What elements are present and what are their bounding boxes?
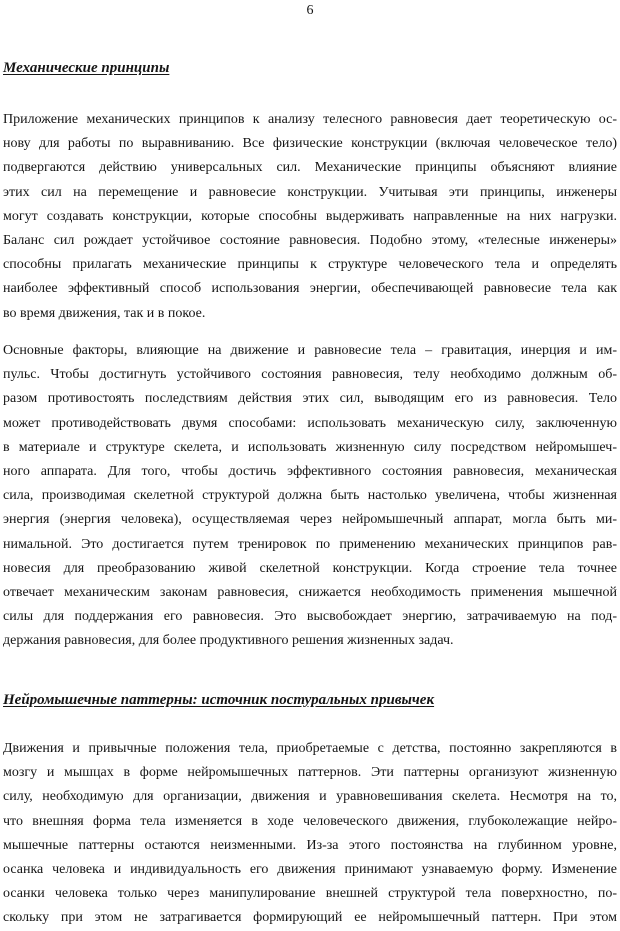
text-line: мозгу и мышцах в форме нейромышечных паттернов. Эти паттерны организуют жизненную bbox=[3, 765, 617, 781]
text-line: во время движения, так и в покое. bbox=[3, 305, 206, 321]
text-line: скольку при этом не затрагивается формирующий ее нейромышечный паттерн. При этом bbox=[3, 910, 617, 926]
text-line: осанка человека и индивидуальность его движения принимают узнаваемую форму. Изменение bbox=[3, 862, 617, 878]
text-line: сила, производимая скелетной структурой должна быть настолько увеличена, чтобы жизненная bbox=[3, 488, 617, 504]
text-line: подвергаются действию универсальных сил. Механические принципы объясняют влияние bbox=[3, 160, 617, 176]
text-line: Движения и привычные положения тела, приобретаемые с детства, постоянно закрепляются в bbox=[3, 741, 617, 756]
paragraph-mechanical-principles bbox=[3, 108, 617, 326]
text-line: наиболее эффективный способ использования энергии, обеспечивающей равновесие тела как bbox=[3, 281, 617, 297]
text-line: Приложение механических принципов к анализу телесного равновесия дает теоретическую ос- bbox=[3, 112, 617, 127]
text-line: может противодействовать двумя способами: использовать механическую силу, заключенную bbox=[3, 415, 617, 431]
text-line: могут создавать конструкции, которые способны выдерживать направленные на них нагрузки. bbox=[3, 208, 617, 224]
text-line: нову для работы по выравниванию. Все физические конструкции (включая человеческое тело) bbox=[3, 136, 617, 152]
text-line: что внешняя форма тела изменяется в ходе человеческого движения, глубоколежащие нейро- bbox=[3, 813, 617, 829]
text-line: силу, необходимую для организации, движения и уравновешивания скелета. Несмотря на то, bbox=[3, 789, 617, 805]
section-heading-neuromuscular-patterns: Нейромышечные паттерны: источник постуральных привычек bbox=[3, 692, 435, 708]
text-line: энергия (энергия человека), осуществляемая через нейромышечный аппарат, могла быть ми- bbox=[3, 512, 617, 528]
text-line: держания равновесия, для более продуктивного решения жизненных задач. bbox=[3, 633, 454, 649]
text-line: отвечает механическим законам равновесия, снижается необходимость применения мышечной bbox=[3, 585, 617, 601]
text-line: этих сил на перемещение и равновесие конструкции. Учитывая эти принципы, инженеры bbox=[3, 184, 617, 200]
text-line: осанки человека только через манипулирование внешней структурой тела поверхностно, по- bbox=[3, 886, 617, 902]
paragraph-neuromuscular-patterns bbox=[3, 737, 617, 931]
text-line: в материале и структуре скелета, и использовать жизненную силу посредством нейромышеч- bbox=[3, 439, 617, 455]
text-line: пульс. Чтобы достигнуть устойчивого состояния равновесия, телу необходимо должным об- bbox=[3, 367, 617, 383]
text-line: мышечные паттерны остаются неизменными. Из-за этого постоянства на глубинном уровне, bbox=[3, 837, 617, 853]
text-line: силы для поддержания его равновесия. Это высвобождает энергию, затрачиваемую на под- bbox=[3, 609, 617, 625]
text-line: ного аппарата. Для того, чтобы достичь эффективного состояния равновесия, механическая bbox=[3, 464, 617, 480]
page-number: 6 bbox=[306, 3, 314, 18]
text-line: новесия для преобразованию живой скелетной конструкции. Когда строение тела точнее bbox=[3, 560, 617, 576]
text-line: разом противостоять последствиям действия этих сил, выводящим его из равновесия. Тело bbox=[3, 391, 617, 407]
paragraph-main-factors bbox=[3, 339, 617, 654]
text-line: нимальной. Это достигается путем тренировок по применению механических принципов рав- bbox=[3, 536, 617, 552]
text-line: Баланс сил рождает устойчивое состояние равновесия. Подобно этому, «телесные инженеры» bbox=[3, 233, 617, 249]
section-heading-mechanical-principles: Механические принципы bbox=[3, 60, 170, 76]
text-line: способны прилагать механические принципы к структуре человеческого тела и определять bbox=[3, 257, 617, 273]
text-line: Основные факторы, влияющие на движение и равновесие тела – гравитация, инерция и им- bbox=[3, 343, 617, 358]
